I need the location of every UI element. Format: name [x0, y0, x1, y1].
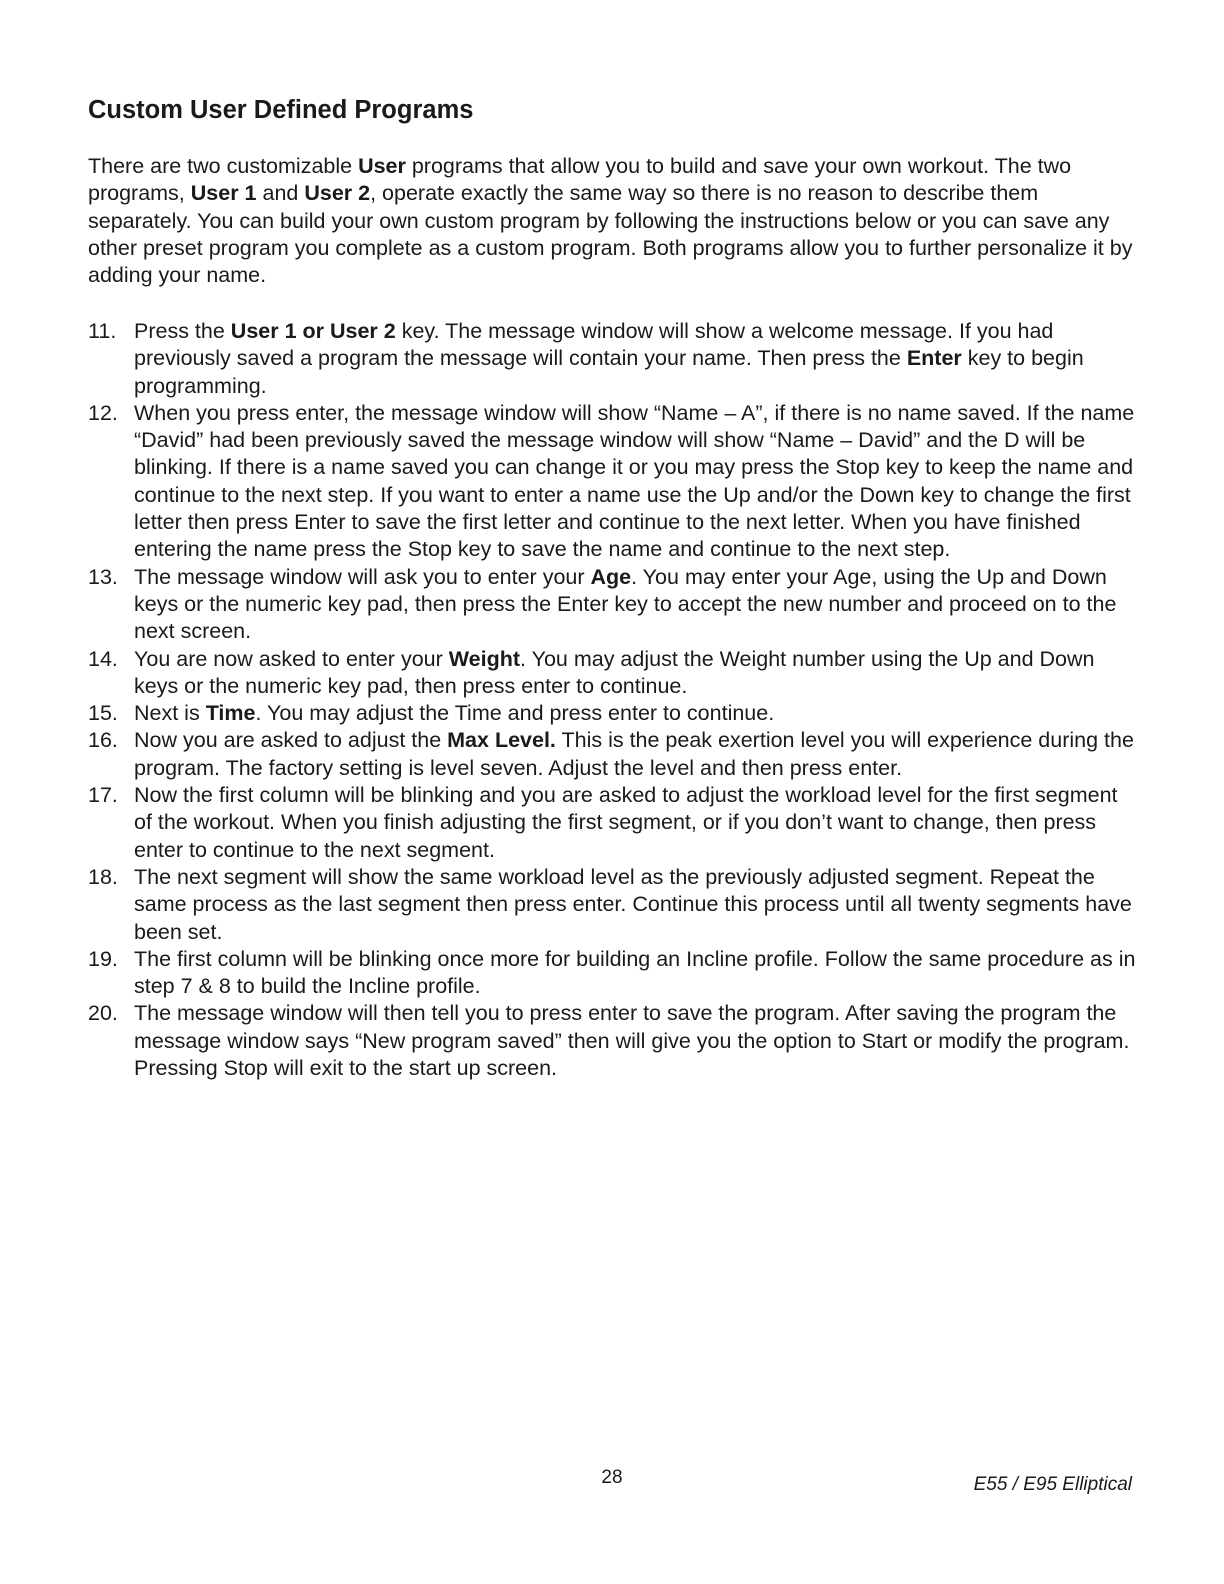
step-item [88, 1000, 1138, 1082]
step-item [88, 727, 1138, 782]
step-text: When you press enter, the message window will show “Name – A”, if there is no name saved. If the name “David” had been previously saved the message window will show “Name – David” and the D will be blinking. If there is a name saved you can change it or you may press the Stop key to keep the name and continue to the next step. If you want to enter a name use the Up and/or the Down key to change the first letter then press Enter to save the first letter and continue to the next letter. When you have finished entering the name press the Stop key to save the name and continue to the next step. [134, 400, 1135, 562]
step-number: 14. [88, 646, 118, 671]
step-item [88, 564, 1138, 646]
intro-bold-user-2: User 2 [304, 181, 371, 206]
footer-model-name: E55 / E95 Elliptical [973, 1474, 1132, 1495]
step-item [88, 864, 1138, 946]
step-text: . You may enter your Age, using the Up and Down keys or the numeric key pad, then press the Enter key to accept the new number and proceed on to the next screen. [134, 564, 1117, 644]
step-text: Now the first column will be blinking and you are asked to adjust the workload level for the first segment of the workout. When you finish adjusting the first segment, or if you don’t want to change, then press enter to continue to the next segment. [134, 783, 1118, 862]
step-item [88, 700, 1138, 727]
step-text: The message window will then tell you to press enter to save the program. After saving the program the message window says “New program saved” then will give you the option to Start or modify the program. Pressing Stop will exit to the start up screen. [134, 1001, 1130, 1081]
step-number: 16. [88, 728, 118, 753]
step-text: key. The message window will show a welcome message. If you had previously saved a program the message will contain your name. Then press the [134, 319, 1054, 371]
step-number: 20. [88, 1001, 118, 1026]
intro-paragraph [88, 153, 1138, 289]
intro-text: , operate exactly the same way so there is no reason to describe them separately. You can build your own custom program by following the instructions below or you can save any other preset program you complete as a custom program. Both programs allow you to further personalize it by adding your name. [88, 181, 1133, 288]
step-text: The next segment will show the same workload level as the previously adjusted segment. Repeat the same process as the last segment then press enter. Continue this process until all twenty segments have been set. [134, 864, 1132, 944]
step-bold-text: Time [205, 701, 256, 726]
step-text: . You may adjust the Weight number using the Up and Down keys or the numeric key pad, then press enter to continue. [134, 646, 1095, 698]
intro-bold-user-1: User 1 [190, 181, 257, 206]
step-bold-text: Age [590, 564, 632, 589]
intro-text: There are two customizable [88, 154, 359, 178]
step-text: . You may adjust the Time and press enter to continue. [255, 701, 775, 726]
steps-list [88, 318, 1138, 1082]
step-text: Press the [134, 319, 231, 343]
step-item [88, 782, 1138, 864]
step-number: 15. [88, 701, 118, 726]
intro-text: programs that allow you to build and save your own workout. The two programs, [88, 154, 1072, 206]
step-text: key to begin programming. [134, 346, 1084, 398]
step-number: 13. [88, 564, 118, 589]
step-number: 11. [88, 319, 117, 343]
step-bold-text: Max Level. [447, 728, 556, 753]
step-text: The message window will ask you to enter your [134, 564, 591, 589]
step-text: Next is [134, 701, 206, 726]
page-title: Custom User Defined Programs [88, 96, 474, 124]
step-text: This is the peak exertion level you will experience during the program. The factory setting is level seven. Adjust the level and then press enter. [134, 728, 1134, 780]
step-text: You are now asked to enter your [134, 646, 449, 671]
page-number: 28 [601, 1467, 623, 1488]
step-number: 19. [88, 946, 118, 971]
step-item [88, 400, 1138, 564]
step-text: The first column will be blinking once more for building an Incline profile. Follow the same procedure as in step 7 & 8 to build the Incline profile. [134, 946, 1136, 999]
step-text: Now you are asked to adjust the [134, 728, 448, 753]
step-number: 12. [88, 400, 118, 425]
step-number: 18. [88, 864, 118, 889]
step-bold-text: User 1 or User 2 [230, 319, 396, 343]
step-bold-text: Weight [448, 646, 521, 671]
step-number: 17. [88, 783, 118, 808]
intro-text: and [256, 181, 305, 206]
step-item [88, 318, 1138, 400]
step-item [88, 646, 1138, 701]
step-item [88, 946, 1138, 1001]
step-bold-text: Enter [906, 346, 962, 371]
intro-bold-user: User [358, 154, 406, 178]
